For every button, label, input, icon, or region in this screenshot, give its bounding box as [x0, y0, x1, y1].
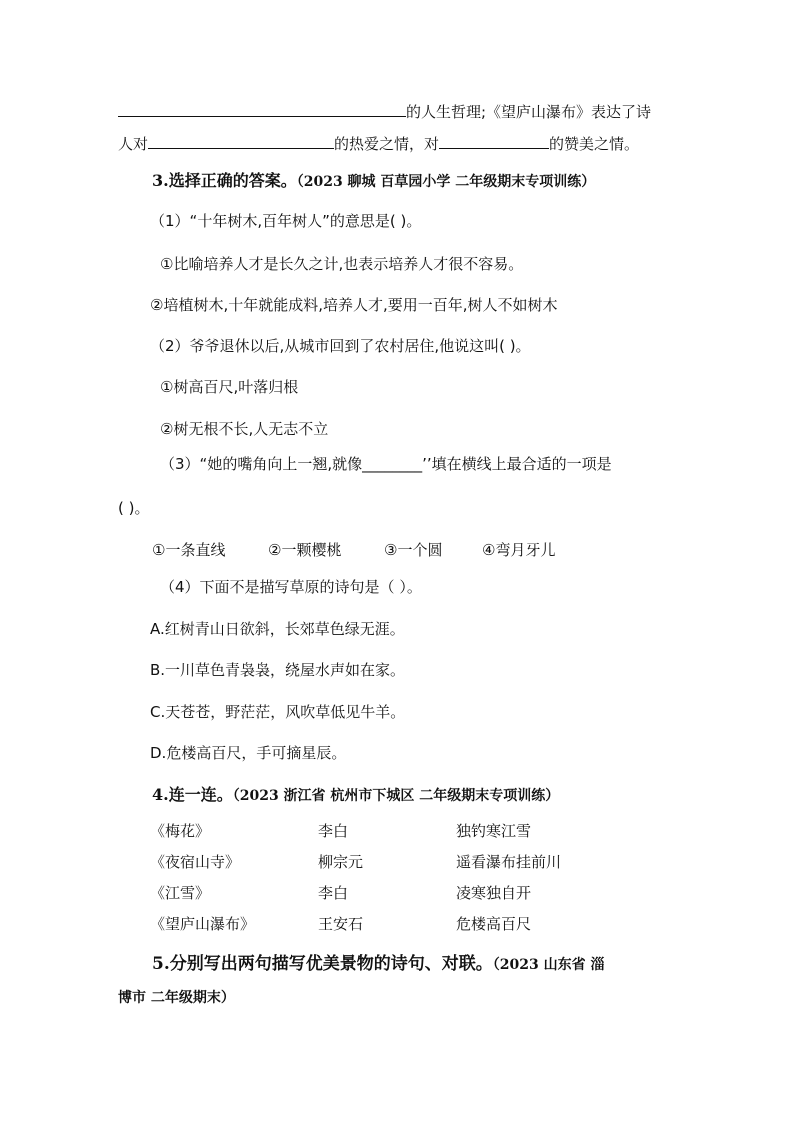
q4-author[interactable]: 柳宗元 [318, 853, 364, 871]
q3-sub4-option-c: C.天苍苍，野茫茫，风吹草低见牛羊。 [150, 703, 406, 721]
q3-sub3-option: ③一个圆 [384, 541, 443, 559]
q4-line[interactable]: 凌寒独自开 [456, 884, 532, 902]
q3-sub3-option: ①一条直线 [152, 541, 226, 559]
q3-sub1-option-2: ②培植树木,十年就能成料,培养人才,要用一百年,树人不如树木 [150, 296, 558, 314]
q4-author[interactable]: 李白 [318, 822, 349, 840]
answer-blank[interactable] [118, 100, 406, 117]
q3-sub3-question: （3）“她的嘴角向上一翘,就像________’’填在横线上最合适的一项是 [160, 455, 612, 473]
q4-source: （2023 浙江省 杭州市下城区 二年级期末专项训练） [232, 788, 560, 804]
q2-line-2-end: 的赞美之情。 [549, 135, 640, 153]
q4-heading [152, 784, 559, 807]
q4-line[interactable]: 独钓寒江雪 [456, 822, 532, 840]
q3-source: （2023 聊城 百草园小学 二年级期末专项训练） [296, 174, 596, 190]
q3-sub1-option-1: ①比喻培养人才是长久之计,也表示培养人才很不容易。 [160, 255, 524, 273]
q3-sub3-options [152, 539, 555, 561]
q4-line[interactable]: 遥看瀑布挂前川 [456, 853, 562, 871]
answer-blank[interactable] [148, 132, 334, 149]
q5-source-part-2: 博市 二年级期末） [118, 990, 235, 1006]
q3-title: 3.选择正确的答案。 [152, 171, 297, 190]
q3-sub4-option-d: D.危楼高百尺，手可摘星辰。 [150, 744, 347, 762]
q2-line-2-start: 人对 [118, 135, 149, 153]
q2-line-1-text: 的人生哲理;《望庐山瀑布》表达了诗 [406, 103, 652, 121]
q3-sub2-option-1: ①树高百尺,叶落归根 [160, 378, 299, 396]
q4-poem[interactable]: 《梅花》 [150, 822, 211, 840]
q3-sub2-question: （2）爷爷退休以后,从城市回到了农村居住,他说这叫( )。 [150, 337, 531, 355]
q3-sub3-paren: ( )。 [118, 499, 150, 517]
q5-title: 5.分别写出两句描写优美景物的诗句、对联。 [152, 954, 493, 974]
q3-sub4-option-b: B.一川草色青袅袅，绕屋水声如在家。 [150, 661, 406, 679]
q5-source-part-1: （2023 山东省 淄 [492, 957, 605, 973]
q4-author[interactable]: 王安石 [318, 915, 364, 933]
q2-line-2-mid: 的热爱之情，对 [334, 135, 440, 153]
q4-line[interactable]: 危楼高百尺 [456, 915, 532, 933]
q4-poem[interactable]: 《江雪》 [150, 884, 211, 902]
q3-sub3-option: ④弯月牙儿 [482, 541, 556, 559]
q5-heading-cont [118, 986, 235, 1009]
q4-title: 4.连一连。 [152, 785, 233, 804]
q3-sub1-question: （1）“十年树木,百年树人”的意思是( )。 [150, 212, 422, 230]
q3-heading [152, 170, 595, 193]
q4-author[interactable]: 李白 [318, 884, 349, 902]
q4-poem[interactable]: 《望庐山瀑布》 [150, 915, 256, 933]
q4-poem[interactable]: 《夜宿山寺》 [150, 853, 241, 871]
q2-line-2 [118, 132, 639, 155]
q5-heading [152, 953, 604, 976]
q3-sub4-option-a: A.红树青山日欲斜，长郊草色绿无涯。 [150, 620, 405, 638]
q3-sub4-question: （4）下面不是描写草原的诗句是（ ）。 [160, 578, 422, 596]
answer-blank[interactable] [439, 132, 549, 149]
q3-sub2-option-2: ②树无根不长,人无志不立 [160, 420, 329, 438]
q2-line-1 [118, 100, 651, 123]
q3-sub3-option: ②一颗樱桃 [268, 541, 342, 559]
